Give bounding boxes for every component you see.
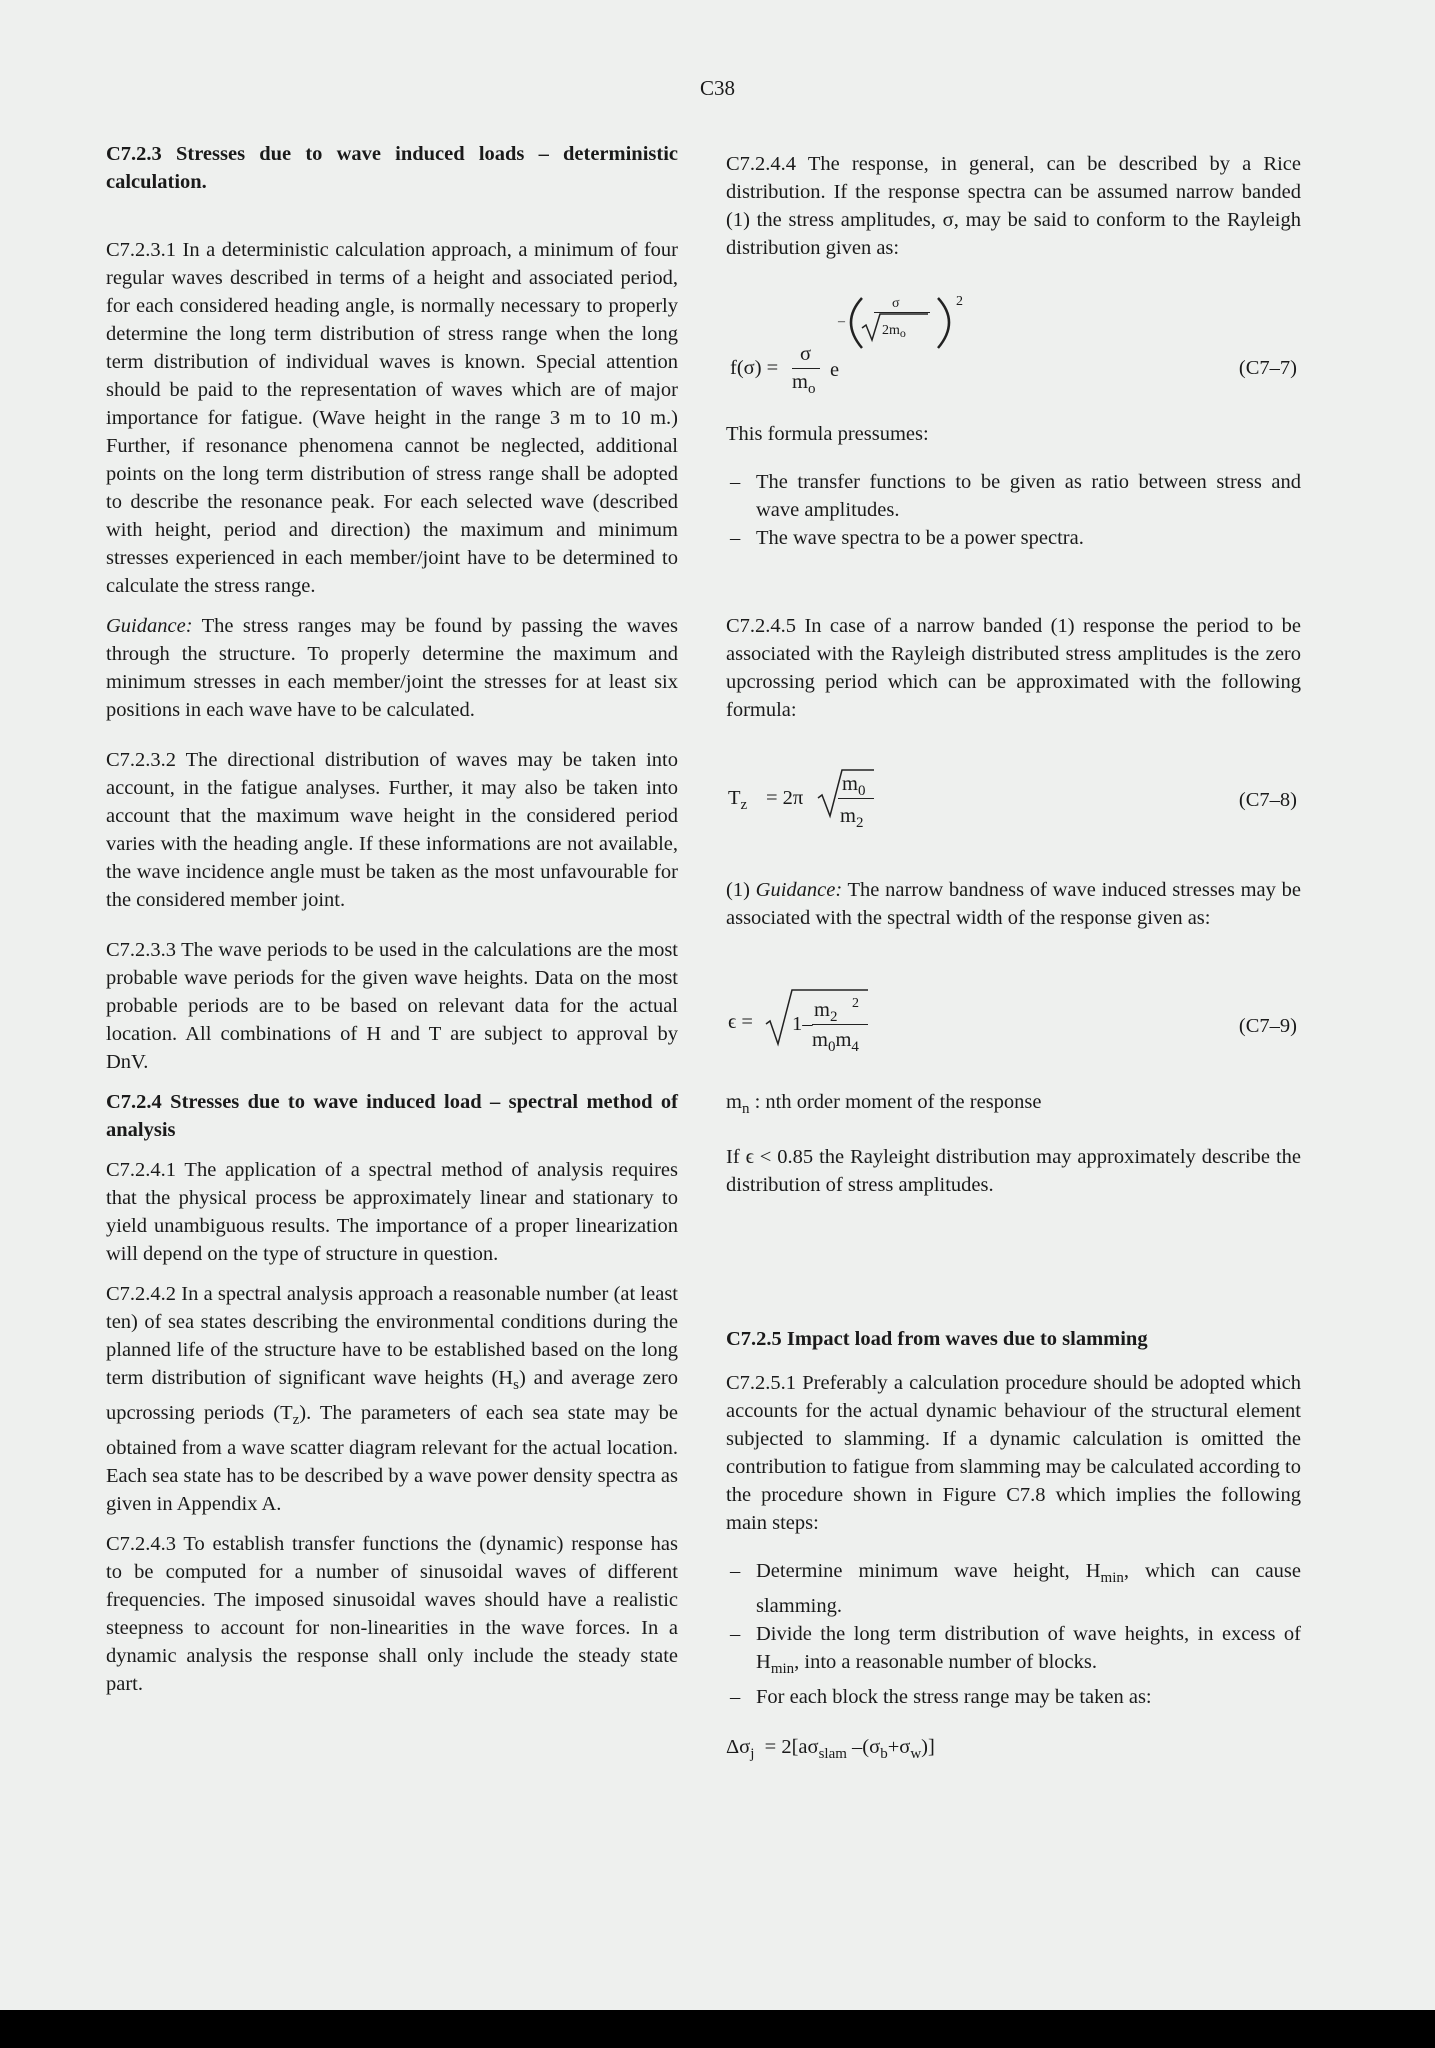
paragraph-c7-2-3-1: C7.2.3.1 In a deterministic calculation approach, a minimum of four regular waves described in terms of a height and associated period, for each considered heading angle, is normally necessary to properly determine the long term distribution of stress range when the long term distribution of individual waves is known. Special attention should be paid to the representation of waves which are of major importance for fatigue. (Wave height in the range 3 m to 10 m.) Further, if resonance phenomena cannot be neglected, additional points on the long term distribution of stress range shall be adopted to describe the resonance peak. For each selected wave (described with height, period and direction) the maximum and minimum stresses experienced in each member/joint have to be determined to calculate the stress range.: [106, 239, 678, 597]
eq-numerator: $m_2$: [814, 999, 838, 1025]
sqrt-sign: [726, 724, 727, 725]
list-item: – The wave spectra to be a power spectra.: [726, 524, 1301, 552]
exp-fraction-bar: [874, 312, 930, 313]
guidance-label: Guidance:: [106, 615, 193, 637]
section-heading-c7-2-4: C7.2.4 Stresses due to wave induced load – spectral method of analysis: [106, 1091, 678, 1141]
paragraph-c7-2-4-2: [106, 1280, 678, 1518]
eq-exp-power: 2: [956, 294, 963, 309]
equation-c7-9: [726, 932, 1301, 1062]
paragraph-c7-2-4-5: C7.2.4.5 In case of a narrow banded (1) response the period to be associated with the Rayleigh distributed stress amplitudes is the zero upcrossing period which can be approximated with the following formula:: [726, 615, 1301, 721]
paren-right: [726, 262, 727, 263]
eq-exp-minus: –: [838, 314, 845, 329]
guidance-text: The narrow bandness of wave induced stresses may be associated with the spectral width of the response given as:: [726, 879, 1301, 929]
list-item: – The transfer functions to be given as ratio between stress and wave amplitudes.: [726, 468, 1301, 524]
list-item: – For each block the stress range may be taken as:: [726, 1683, 1301, 1711]
moment-definition: $m_n$ : nth order moment of the response: [726, 1091, 1042, 1117]
formula-presumes: This formula pressumes:: [726, 423, 929, 445]
eq-lhs: $T_z$: [728, 787, 748, 813]
guidance-label: Guidance:: [755, 879, 843, 901]
eq-power: 2: [852, 996, 859, 1011]
subscript: z: [292, 1412, 300, 1428]
equation-c7-7: [726, 262, 1301, 402]
left-column: [106, 140, 678, 1698]
footnote-marker: (1): [726, 879, 756, 901]
eq-equals: = 2π: [766, 787, 804, 809]
eq-e: e: [830, 359, 840, 381]
eq-numerator: $m_0$: [842, 773, 866, 799]
list-item: – Determine minimum wave height, $H_{min}$, which can cause slamming.: [726, 1557, 1301, 1620]
section-heading-c7-2-3: C7.2.3 Stresses due to wave induced loads – deterministic calculation.: [106, 143, 678, 193]
list-item: – Divide the long term distribution of wave heights, in excess of $H_{min}$, into a reasonable number of blocks.: [726, 1620, 1301, 1683]
rayleight-condition: If ϵ < 0.85 the Rayleight distribution may approximately describe the distribution of stress amplitudes.: [726, 1146, 1301, 1196]
eq-numerator: σ: [800, 343, 812, 365]
guidance-paragraph: [106, 612, 678, 724]
paragraph-c7-2-4-3: C7.2.4.3 To establish transfer functions the (dynamic) response has to be computed for a number of sinusoidal waves of different frequencies. The imposed sinusoidal waves should have a realistic steepness to account for non-linearities in the wave forces. In a dynamic analysis the response shall only include the steady state part.: [106, 1533, 678, 1695]
equation-label: (C7–7): [1238, 357, 1297, 379]
eq-denominator: $m_2$: [840, 805, 864, 831]
subscript: s: [513, 1377, 519, 1393]
paragraph-text: ) and average zero upcrossing periods (T: [106, 1367, 678, 1424]
eq-exp-denominator: 2mo: [882, 323, 906, 340]
sqrt-sign: [726, 932, 727, 933]
eq-denominator: $m_0m_4$: [812, 1029, 859, 1055]
equation-label: (C7–9): [1238, 1015, 1297, 1037]
guidance-paragraph: [726, 876, 1301, 932]
fraction-bar: [812, 1024, 868, 1025]
equation-label: (C7–8): [1238, 789, 1297, 811]
guidance-text: The stress ranges may be found by passing the waves through the structure. To properly determine the maximum and minimum stresses in each member/joint the stresses for at least six positions in each wave have to be calculated.: [106, 615, 678, 721]
eq-denominator: $m_o$: [792, 371, 816, 397]
paragraph-c7-2-3-3: C7.2.3.3 The wave periods to be used in the calculations are the most probable wave periods for the given wave heights. Data on the most probable periods are to be based on relevant data for the actual location. All combinations of H and T are subject to approval by DnV.: [106, 939, 678, 1073]
equation-c7-8: [726, 724, 1301, 840]
fraction-bar: [838, 798, 874, 799]
steps-list: [726, 1557, 1301, 1711]
right-column: [726, 150, 1301, 1768]
page-number: C38: [699, 76, 735, 100]
eq-exp-numerator: σ: [892, 296, 900, 311]
paragraph-c7-2-4-1: C7.2.4.1 The application of a spectral method of analysis requires that the physical process be approximately linear and stationary to yield unambiguous results. The importance of a proper linearization will depend on the type of structure in question.: [106, 1159, 678, 1265]
paragraph-text: ). The parameters of each sea state may be obtained from a wave scatter diagram relevant for the actual location. Each sea state has to be described by a wave power density spectra as given in Appendix A.: [106, 1402, 678, 1515]
paragraph-text: C7.2.4.2 In a spectral analysis approach a reasonable number (at least ten) of sea states describing the environmental conditions during the planned life of the structure have to be established based on the long term distribution of significant wave heights (H: [106, 1283, 678, 1389]
section-heading-c7-2-5: C7.2.5 Impact load from waves due to slamming: [726, 1328, 1148, 1350]
eq-lhs: ϵ =: [728, 1011, 753, 1033]
paragraph-c7-2-3-2: C7.2.3.2 The directional distribution of waves may be taken into account, in the fatigue analyses. Further, it may also be taken into account that the maximum wave height in the considered period varies with the heading angle. If these informations are not available, the wave incidence angle must be taken as the most unfavourable for the considered member joint.: [106, 749, 678, 911]
eq-lhs: f(σ) =: [730, 357, 779, 379]
equation-stress-range: $\Delta\sigma_j = 2[a\sigma_{slam}$ $-(\sigma_b+\sigma_w)$]: [726, 1736, 935, 1762]
assumption-list: [726, 468, 1301, 552]
paragraph-c7-2-4-4: C7.2.4.4 The response, in general, can be described by a Rice distribution. If the response spectra can be assumed narrow banded (1) the stress amplitudes, σ, may be said to conform to the Rayleigh distribution given as:: [726, 153, 1301, 259]
paragraph-c7-2-5-1: C7.2.5.1 Preferably a calculation procedure should be adopted which accounts for the actual dynamic behaviour of the structural element subjected to slamming. If a dynamic calculation is omitted the contribution to fatigue from slamming may be calculated according to the procedure shown in Figure C7.8 which implies the following main steps:: [726, 1372, 1301, 1534]
eq-one-minus: 1–: [792, 1013, 813, 1035]
